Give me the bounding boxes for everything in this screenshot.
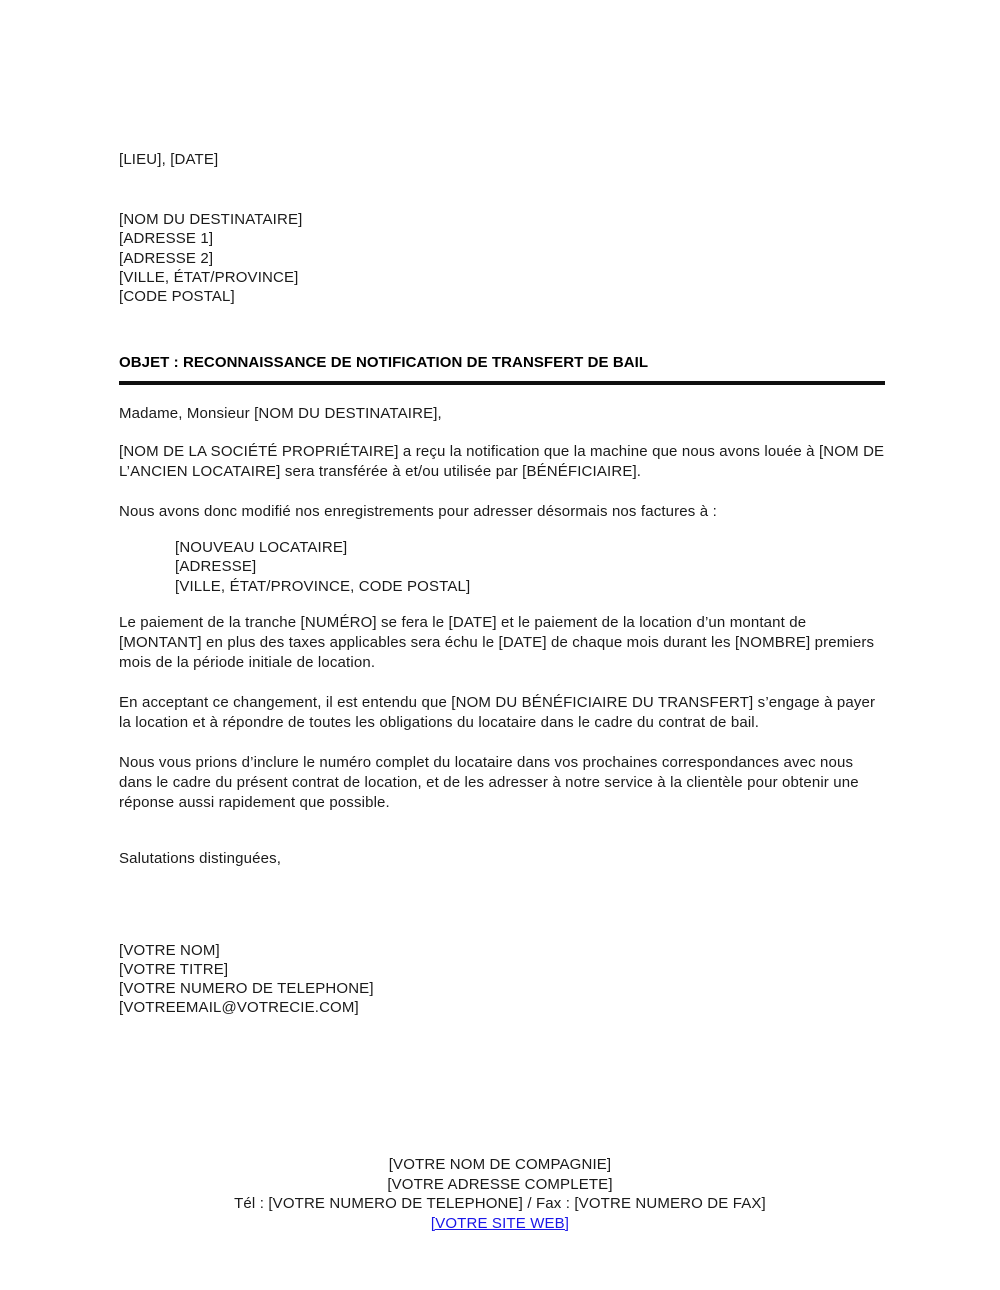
signature-line: [VOTREEMAIL@VOTRECIE.COM] (119, 999, 359, 1017)
spacer (119, 306, 885, 353)
footer-address: [VOTRE ADRESSE COMPLETE] (387, 1175, 613, 1193)
spacer (119, 385, 885, 404)
signature-line: [VOTRE NUMERO DE TELEPHONE] (119, 980, 374, 998)
signature-line: [VOTRE NOM] (119, 941, 220, 959)
recipient-line: [ADRESSE 1] (119, 230, 214, 248)
billing-address-line: [NOUVEAU LOCATAIRE] (175, 539, 348, 557)
spacer (119, 522, 885, 538)
spacer (119, 169, 885, 210)
recipient-address-block (119, 210, 885, 306)
spacer (119, 813, 885, 849)
billing-address-line: [ADRESSE] (175, 558, 257, 576)
spacer (119, 482, 885, 502)
paragraph-notification: [NOM DE LA SOCIÉTÉ PROPRIÉTAIRE] a reçu la notification que la machine que nous avons louée à [NOM DE L’ANCIEN LOCATAIRE] sera transférée à et/ou utilisée par [BÉNÉFICIAIRE]. (119, 443, 885, 481)
subject-line: OBJET : RECONNAISSANCE DE NOTIFICATION DE TRANSFERT DE BAIL (119, 354, 649, 372)
dateline: [LIEU], [DATE] (119, 151, 219, 168)
spacer (119, 424, 885, 442)
paragraph-records-updated: Nous avons donc modifié nos enregistrements pour adresser désormais nos factures à : (119, 503, 717, 521)
footer-company-name: [VOTRE NOM DE COMPAGNIE] (388, 1156, 612, 1173)
paragraph-acceptance: En acceptant ce changement, il est entendu que [NOM DU BÉNÉFICIAIRE DU TRANSFERT] s’engage à payer la location et à répondre de toutes les obligations du locataire dans le cadre du contrat de bail. (119, 693, 876, 731)
billing-address-block (175, 538, 885, 596)
recipient-line: [NOM DU DESTINATAIRE] (119, 211, 303, 229)
spacer (119, 869, 885, 941)
signature-line: [VOTRE TITRE] (119, 961, 229, 979)
recipient-line: [CODE POSTAL] (119, 288, 235, 306)
spacer (119, 733, 885, 753)
website-link[interactable]: [VOTRE SITE WEB] (430, 1214, 570, 1232)
recipient-line: [ADRESSE 2] (119, 249, 214, 267)
footer-website-line (0, 1214, 1000, 1234)
paragraph-payment-terms: Le paiement de la tranche [NUMÉRO] se fera le [DATE] et le paiement de la location d’un montant de [MONTANT] en plus des taxes applicables sera échu le [DATE] de chaque mois durant les [NOMBRE] premiers mois de la période initiale de location. (119, 613, 875, 671)
signature-block (119, 941, 885, 1018)
letter-body (119, 150, 885, 1018)
spacer (119, 673, 885, 693)
spacer (119, 596, 885, 613)
salutation: Madame, Monsieur [NOM DU DESTINATAIRE], (119, 405, 442, 423)
footer-contact: Tél : [VOTRE NUMERO DE TELEPHONE] / Fax : [VOTRE NUMERO DE FAX] (234, 1195, 766, 1212)
page-footer (0, 1155, 1000, 1233)
closing-salutation: Salutations distinguées, (119, 849, 282, 867)
recipient-line: [VILLE, ÉTAT/PROVINCE] (119, 268, 299, 286)
billing-address-line: [VILLE, ÉTAT/PROVINCE, CODE POSTAL] (175, 577, 471, 595)
paragraph-correspondence: Nous vous prions d’inclure le numéro complet du locataire dans vos prochaines correspondances avec nous dans le cadre du présent contrat de location, et de les adresser à notre service à la clientèle pour obtenir une réponse aussi rapidement que possible. (119, 753, 859, 811)
